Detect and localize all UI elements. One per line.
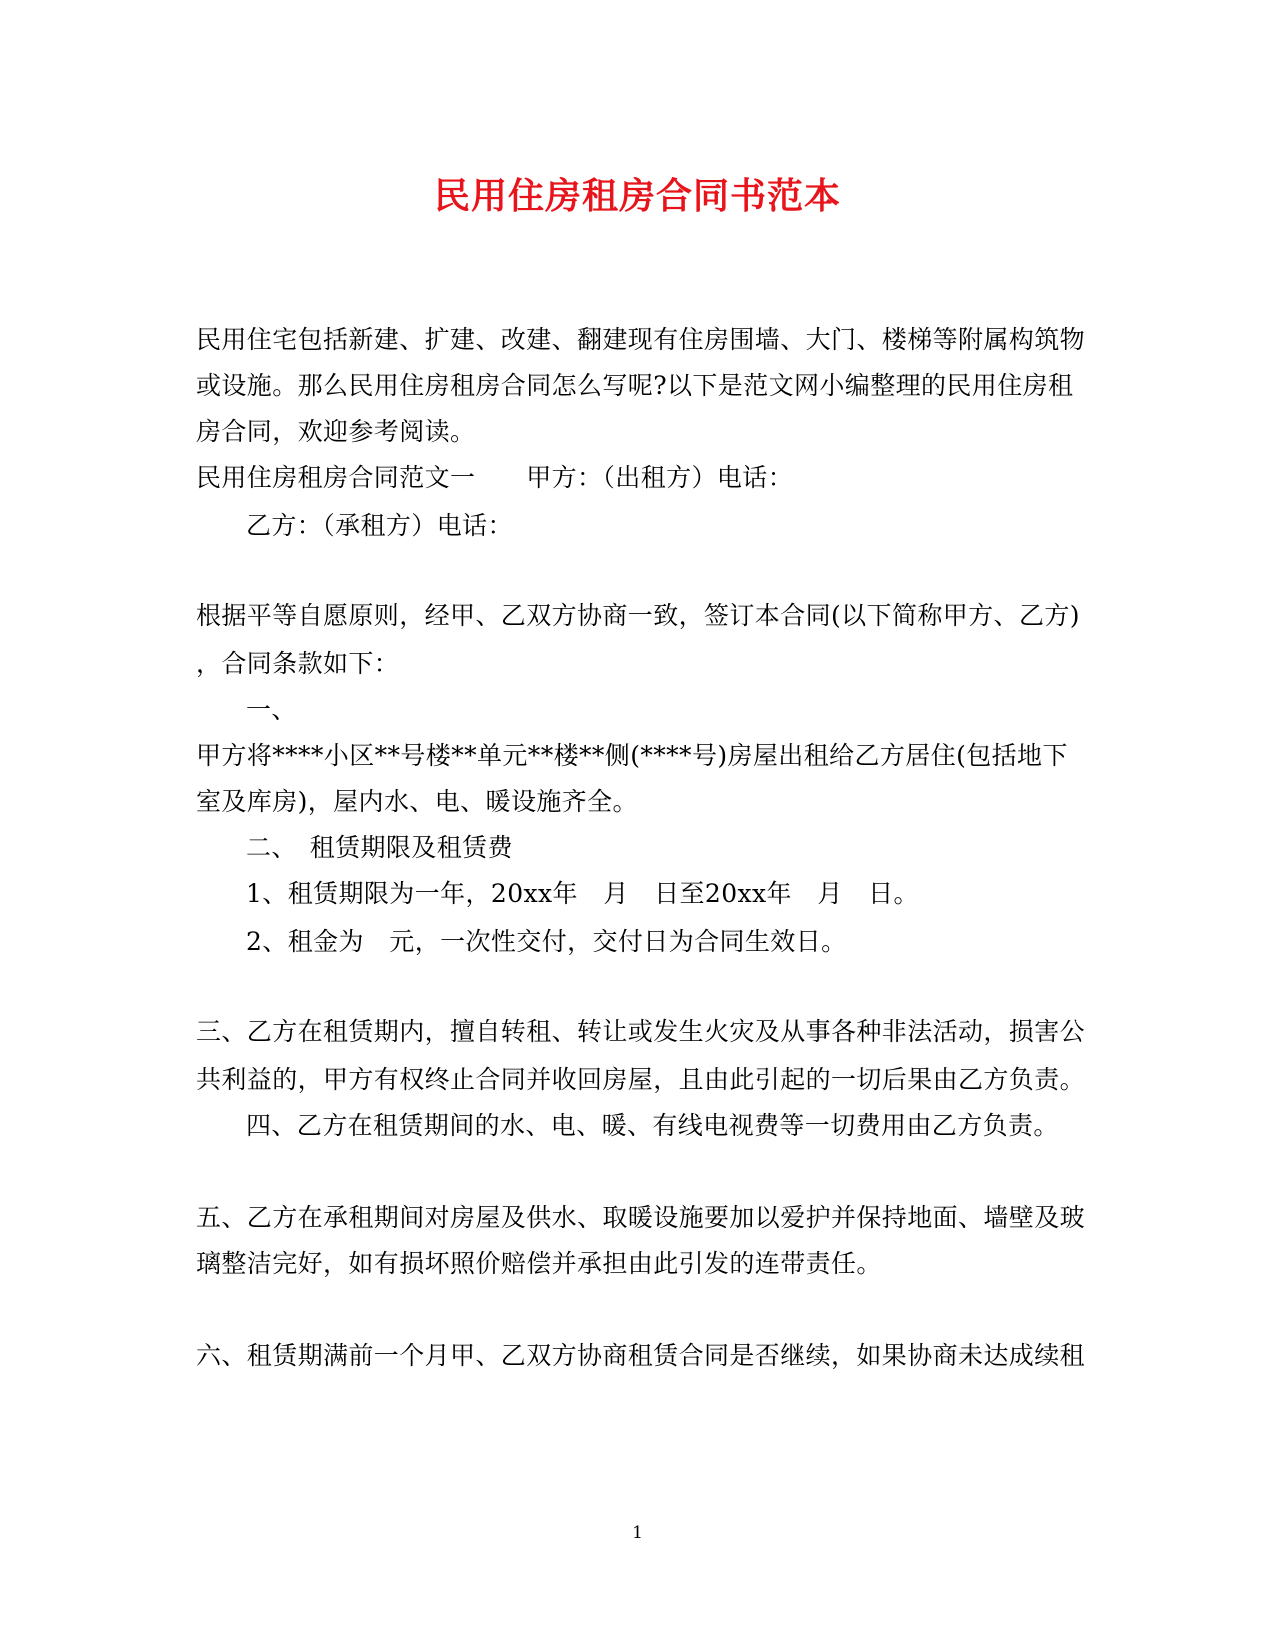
paragraph-line: 1、租赁期限为一年，20xx年 月 日至20xx年 月 日。 (246, 879, 919, 908)
paragraph-line: 房合同，欢迎参考阅读。 (196, 417, 476, 446)
paragraph-line: 民用住宅包括新建、扩建、改建、翻建现有住房围墙、大门、楼梯等附属构筑物 (196, 325, 1086, 354)
paragraph-line: ，合同条款如下： (196, 649, 400, 678)
paragraph-line: 六、租赁期满前一个月甲、乙双方协商租赁合同是否继续，如果协商未达成续租 (196, 1341, 1086, 1370)
page-number: 1 (632, 1523, 643, 1543)
section-heading: 二、 租赁期限及租赁费 (246, 833, 513, 862)
paragraph-line: 根据平等自愿原则，经甲、乙双方协商一致，签订本合同(以下简称甲方、乙方) (196, 601, 1080, 630)
paragraph-line: 2、租金为 元，一次性交付，交付日为合同生效日。 (246, 927, 847, 956)
document-title: 民用住房租房合同书范本 (433, 175, 841, 217)
paragraph-line: 四、乙方在租赁期间的水、电、暖、有线电视费等一切费用由乙方负责。 (246, 1111, 1059, 1140)
paragraph-line: 乙方：（承租方）电话： (246, 511, 513, 540)
paragraph-line: 民用住房租房合同范文一 甲方：（出租方）电话： (196, 463, 794, 492)
section-heading: 一、 (246, 695, 297, 724)
paragraph-line: 或设施。那么民用住房租房合同怎么写呢?以下是范文网小编整理的民用住房租 (196, 371, 1074, 400)
paragraph-line: 共利益的，甲方有权终止合同并收回房屋，且由此引起的一切后果由乙方负责。 (196, 1065, 1086, 1094)
paragraph-line: 璃整洁完好，如有损坏照价赔偿并承担由此引发的连带责任。 (196, 1249, 882, 1278)
paragraph-line: 五、乙方在承租期间对房屋及供水、取暖设施要加以爱护并保持地面、墙壁及玻 (196, 1203, 1086, 1232)
paragraph-line: 甲方将****小区**号楼**单元**楼**侧(****号)房屋出租给乙方居住(包括地下 (196, 741, 1068, 770)
paragraph-line: 三、乙方在租赁期内，擅自转租、转让或发生火灾及从事各种非法活动，损害公 (196, 1017, 1086, 1046)
paragraph-line: 室及库房)，屋内水、电、暖设施齐全。 (196, 787, 638, 816)
